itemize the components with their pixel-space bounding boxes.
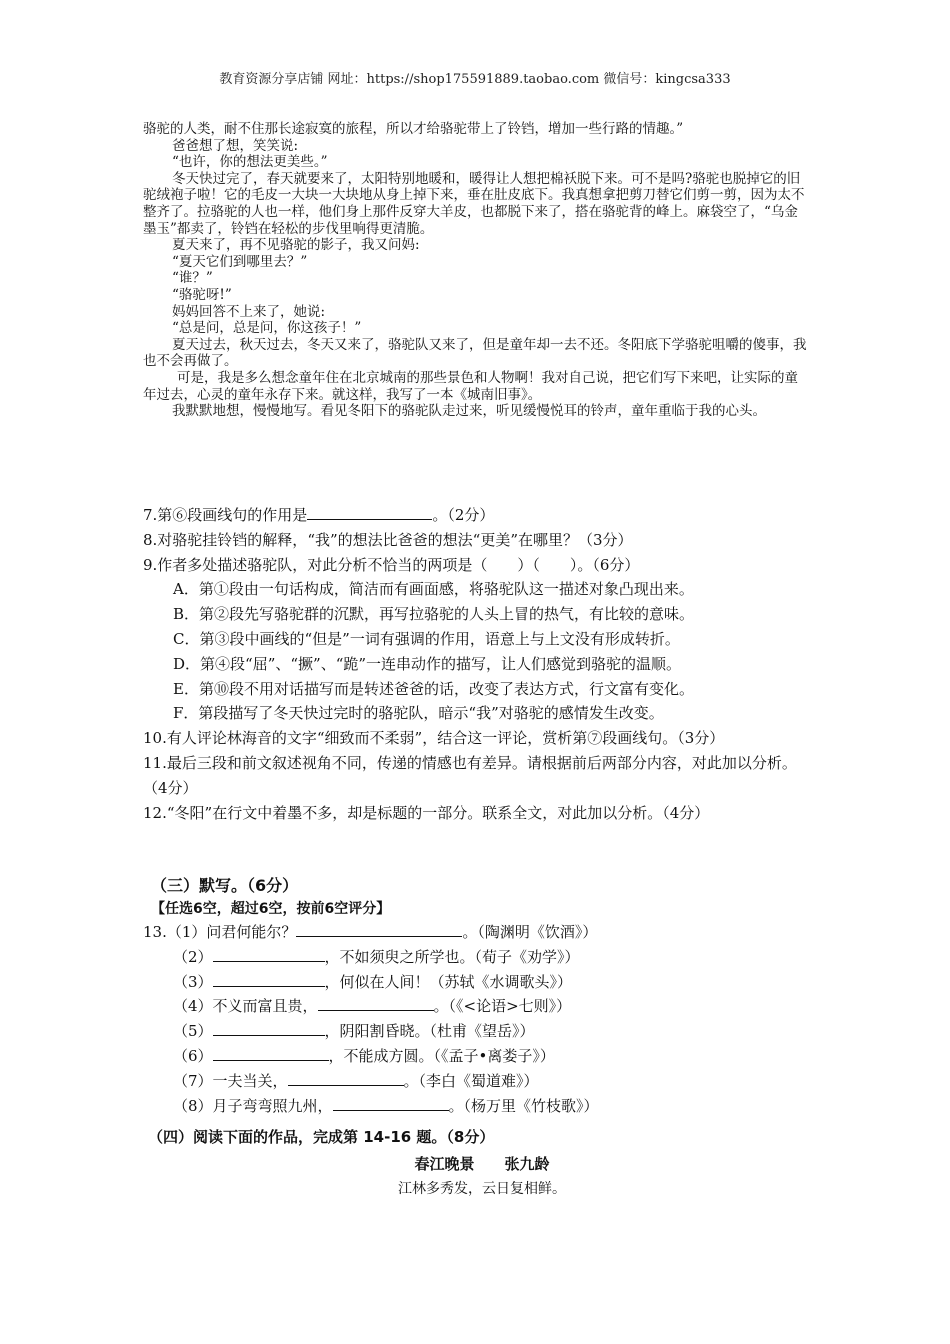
question-7 — [143, 503, 811, 528]
answer-blank[interactable] — [318, 996, 434, 1011]
dictation-item-7 — [143, 1069, 811, 1094]
dictation-source: ，不能成方圆。（《孟子•离娄子》） — [328, 1046, 555, 1065]
dictation-item-1 — [143, 920, 811, 945]
dictation-item-4 — [143, 994, 811, 1019]
reading-passage — [143, 121, 811, 420]
dictation-source: ，不如须臾之所学也。（荀子《劝学》） — [324, 947, 580, 966]
dictation-prompt: （5） — [173, 1022, 213, 1041]
dictation-item-5 — [143, 1019, 811, 1044]
dictation-prompt: （6） — [173, 1046, 213, 1065]
dictation-prompt: （8）月子弯弯照九州， — [173, 1096, 333, 1115]
passage-paragraph: “总是问，总是问，你这孩子！” — [172, 320, 362, 337]
dictation-prompt: （7）一夫当关， — [173, 1071, 288, 1090]
question-12: 12.“冬阳”在行文中着墨不多，却是标题的一部分。联系全文，对此加以分析。（4分） — [143, 803, 710, 822]
question-8: 8.对骆驼挂铃铛的解释，“我”的想法比爸爸的想法“更美”在哪里？（3分） — [143, 530, 633, 549]
question-7-score: 。（2分） — [432, 506, 495, 524]
option-e: E．第⑩段不用对话描写而是转述爸爸的话，改变了表达方式，行文富有变化。 — [173, 679, 694, 698]
dictation-prompt: （4）不义而富且贵， — [173, 997, 318, 1016]
passage-paragraph: “骆驼呀!” — [172, 286, 232, 303]
passage-paragraph: 我默默地想，慢慢地写。看见冬阳下的骆驼队走过来，听见缓慢悦耳的铃声，童年重临于我的心头。 — [172, 403, 766, 420]
poem-title: 春江晚景 张九龄 — [414, 1155, 550, 1173]
answer-blank[interactable] — [333, 1096, 449, 1111]
option-c: C．第③段中画线的“但是”一词有强调的作用，语意上与上文没有形成转折。 — [173, 629, 680, 648]
questions-block — [143, 503, 811, 825]
passage-paragraph: “也许，你的想法更美些。” — [172, 154, 328, 171]
answer-blank[interactable] — [213, 972, 325, 987]
dictation-item-3 — [143, 970, 811, 995]
passage-paragraph: 冬天快过完了，春天就要来了，太阳特别地暖和，暖得让人想把棉袄脱下来。可不是吗?骆驼也脱掉它的旧驼绒袍子啦！它的毛皮一大块一大块地从身上掉下来，垂在肚皮底下。我真想拿把剪刀替它们剪一剪，因为太不整齐了。拉骆驼的人也一样，他们身上那件反穿大羊皮，也都脱下来了，搭在骆驼背的峰上。麻袋空了，“乌金墨玉”都卖了，铃铛在轻松的步伐里响得更清脆。 — [143, 170, 805, 237]
answer-blank[interactable] — [213, 1021, 325, 1036]
option-f: F．第段描写了冬天快过完时的骆驼队，暗示“我”对骆驼的感情发生改变。 — [173, 704, 664, 723]
passage-paragraph: 可是，我是多么想念童年住在北京城南的那些景色和人物啊！我对自己说，把它们写下来吧，让实际的童年过去，心灵的童年永存下来。就这样，我写了一本《城南旧事》。 — [143, 369, 798, 403]
answer-blank[interactable] — [213, 1046, 329, 1061]
poem-line: 江林多秀发，云日复相鲜。 — [398, 1181, 566, 1197]
dictation-source: ，何似在人间！（苏轼《水调歌头》） — [324, 972, 573, 991]
answer-blank[interactable] — [288, 1071, 404, 1086]
answer-blank[interactable] — [307, 505, 432, 520]
dictation-prompt: （2） — [173, 947, 213, 966]
passage-paragraph: “夏天它们到哪里去？” — [172, 253, 308, 270]
section-3-title: （三）默写。（6分） — [151, 876, 299, 895]
dictation-source: 。（陶渊明《饮酒》） — [462, 923, 598, 941]
dictation-prompt: （3） — [173, 972, 213, 991]
question-11: 11.最后三段和前文叙述视角不同，传递的情感也有差异。请根据前后两部分内容，对此加以分析。（4分） — [143, 753, 797, 797]
passage-paragraph: 骆驼的人类，耐不住那长途寂寞的旅程，所以才给骆驼带上了铃铛，增加一些行路的情趣。” — [143, 121, 684, 137]
passage-paragraph: 夏天过去，秋天过去，冬天又来了，骆驼队又来了，但是童年却一去不还。冬阳底下学骆驼咀嚼的傻事，我也不会再做了。 — [143, 336, 807, 370]
dictation-item-8 — [143, 1094, 811, 1119]
option-a: A．第①段由一句话构成，简洁而有画面感，将骆驼队这一描述对象凸现出来。 — [173, 580, 694, 599]
dictation-prompt: 13.（1）问君何能尔？ — [143, 923, 297, 941]
section-4-title: （四）阅读下面的作品，完成第 14-16 题。（8分） — [148, 1128, 495, 1146]
dictation-source: ，阴阳割昏晓。（杜甫《望岳》） — [324, 1022, 535, 1041]
answer-blank[interactable] — [213, 947, 325, 962]
dictation-item-6 — [143, 1044, 811, 1069]
dictation-source: 。（杨万里《竹枝歌》） — [448, 1096, 599, 1115]
section-poetry — [148, 1125, 816, 1199]
answer-blank[interactable] — [296, 922, 462, 937]
dictation-source: 。（李白《蜀道难》） — [403, 1071, 539, 1090]
option-b: B．第②段先写骆驼群的沉默，再写拉骆驼的人头上冒的热气，有比较的意味。 — [173, 605, 695, 624]
passage-paragraph: 爸爸想了想，笑笑说: — [172, 137, 299, 154]
question-9: 9.作者多处描述骆驼队，对此分析不恰当的两项是（ ）（ ）。（6分） — [143, 555, 640, 574]
passage-paragraph: 妈妈回答不上来了，她说: — [172, 303, 326, 320]
dictation-source: 。（《<论语>七则》） — [433, 997, 572, 1016]
passage-paragraph: “谁？” — [172, 270, 213, 287]
section-3-note: 【任选6空，超过6空，按前6空评分】 — [151, 901, 391, 917]
section-dictation — [143, 874, 811, 1118]
question-10: 10.有人评论林海音的文字“细致而不柔弱”，结合这一评论，赏析第⑦段画线句。（3分） — [143, 729, 725, 748]
passage-paragraph: 夏天来了，再不见骆驼的影子，我又问妈: — [172, 237, 420, 254]
page-header: 教育资源分享店铺 网址：https://shop175591889.taobao.com 微信号：kingcsa333 — [219, 72, 731, 87]
option-d: D．第④段“屈”、“撅”、“跪”一连串动作的描写，让人们感觉到骆驼的温顺。 — [173, 654, 682, 673]
question-7-text: 7.第⑥段画线句的作用是 — [143, 506, 308, 524]
dictation-item-2 — [143, 945, 811, 970]
